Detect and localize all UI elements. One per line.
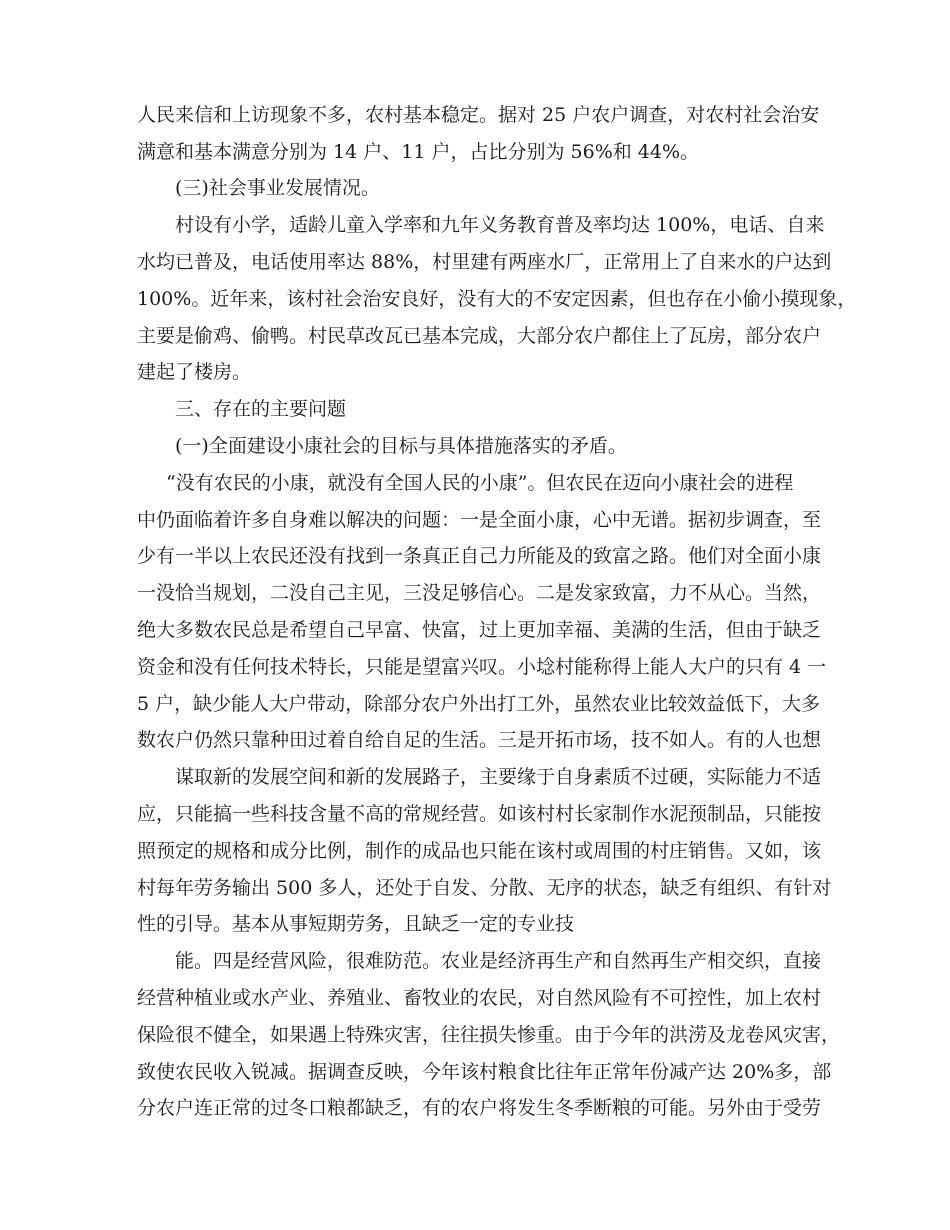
text-line: 主要是偷鸡、偷鸭。村民草改瓦已基本完成，大部分农户都住上了瓦房，部分农户 [137,325,822,347]
text-line: 经营种植业或水产业、养殖业、畜牧业的农民，对自然风险有不可控性，加上农村 [137,987,822,1009]
text-line: 照预定的规格和成分比例，制作的成品也只能在该村或周围的村庄销售。又如，该 [137,840,822,862]
section-heading: (一)全面建设小康社会的目标与具体措施落实的矛盾。 [175,435,627,457]
text-line: 5 户，缺少能人大户带动，除部分农户外出打工外，虽然农业比较效益低下，大多 [137,693,821,715]
text-line: “没有农民的小康，就没有全国人民的小康”。但农民在迈向小康社会的进程 [166,472,794,494]
text-line: 水均已普及，电话使用率达 88%，村里建有两座水厂，正常用上了自来水的户达到 [137,251,832,273]
text-line: 致使农民收入锐减。据调查反映，今年该村粮食比往年正常年份减产达 20%多，部 [137,1061,832,1083]
text-line: 一没恰当规划，二没自己主见，三没足够信心。二是发家致富，力不从心。当然， [137,582,822,604]
text-line: 谋取新的发展空间和新的发展路子，主要缘于自身素质不过硬，实际能力不适 [175,766,822,788]
text-line: 应，只能搞一些科技含量不高的常规经营。如该村村长家制作水泥预制品，只能按 [137,803,822,825]
text-line: 数农户仍然只靠种田过着自给自足的生活。三是开拓市场，技不如人。有的人也想 [137,729,822,751]
text-line: 建起了楼房。 [137,361,252,383]
text-line: 村设有小学，适龄儿童入学率和九年义务教育普及率均达 100%，电话、自来 [175,214,825,236]
text-line: 少有一半以上农民还没有找到一条真正自己力所能及的致富之路。他们对全面小康 [137,545,822,567]
text-line: 中仍面临着许多自身难以解决的问题：一是全面小康，心中无谱。据初步调查，至 [137,509,822,531]
text-line: 绝大多数农民总是希望自己早富、快富，过上更加幸福、美满的生活，但由于缺乏 [137,619,822,641]
section-heading: 三、存在的主要问题 [175,398,347,420]
text-line: 性的引导。基本从事短期劳务，且缺乏一定的专业技 [137,913,575,935]
text-line: 能。四是经营风险，很难防范。农业是经济再生产和自然再生产相交织，直接 [175,950,822,972]
text-line: 100%。近年来，该村社会治安良好，没有大的不安定因素，但也存在小偷小摸现象， [137,288,857,310]
text-line: 分农户连正常的过冬口粮都缺乏，有的农户将发生冬季断粮的可能。另外由于受劳 [137,1097,822,1119]
text-line: 满意和基本满意分别为 14 户、11 户，占比分别为 56%和 44%。 [137,141,700,163]
section-heading: (三)社会事业发展情况。 [175,177,380,199]
text-line: 资金和没有任何技术特长，只能是望富兴叹。小埝村能称得上能人大户的只有 4 一 [137,656,827,678]
text-line: 人民来信和上访现象不多，农村基本稳定。据对 25 户农户调查，对农村社会治安 [137,104,820,126]
text-line: 保险很不健全，如果遇上特殊灾害，往往损失惨重。由于今年的洪涝及龙卷风灾害， [137,1024,841,1046]
text-line: 村每年劳务输出 500 多人，还处于自发、分散、无序的状态，缺乏有组织、有针对 [137,877,832,899]
